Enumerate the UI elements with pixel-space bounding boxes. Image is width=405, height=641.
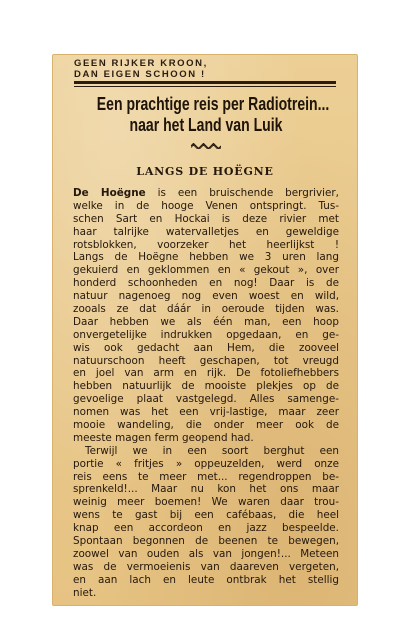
article-line: Terwijl we in een soort berghut een: [85, 444, 339, 457]
article-line: zoowel van ouden als van jongen!... Meteen: [73, 547, 339, 560]
article-line: hebben natuurlijk de mooiste plekjes op de: [73, 380, 339, 393]
article-line: weinig meer boemen! We waren daar trou-: [73, 496, 339, 509]
article-line: honderd schoonheden en nog! Daar is de: [73, 277, 339, 290]
article-line: en aan lach en leute ontbrak het stellig: [73, 573, 339, 586]
article-line: schen Sart en Hockai is deze rivier met: [73, 212, 339, 225]
article-line: Langs de Hoëgne hebben we 3 uren lang: [73, 251, 339, 264]
article-line: portie « fritjes » oppeuzelden, werd onze: [73, 457, 339, 470]
article-line: welke in de hooge Venen ontspringt. Tus-: [73, 199, 339, 212]
article-line: wis ook gedacht aan Hem, die zooveel: [73, 341, 339, 354]
article-body: [73, 187, 339, 600]
article-line: en joel van arm en rijk. De fotoliefhebbers: [73, 367, 339, 380]
article-line: [73, 187, 339, 200]
article-line: Daar hebben we als één man, een hoop: [73, 315, 339, 328]
article-line: sprenkeld!... Maar nu kon het ons maar: [73, 483, 339, 496]
article-line-text: is een bruischende bergrivier,: [145, 187, 339, 199]
article-line: was de vermoeienis van daareven vergeten,: [73, 560, 339, 573]
article-line: reis eens te meer met... regendroppen be-: [73, 470, 339, 483]
article-line: gevoelige plaat vastgelegd. Alles samenge-: [73, 393, 339, 406]
kicker-line-1: GEEN RIJKER KROON,: [74, 58, 208, 69]
section-title: LANGS DE HOËGNE: [136, 165, 274, 178]
wave-ornament-icon: [191, 143, 221, 149]
article-line: natuur nagenoeg nog even woest en wild,: [73, 290, 339, 303]
headline-line-1: Een prachtige reis per Radiotrein...: [96, 94, 330, 114]
article-line: gekuierd en geklommen en « gekout », over: [73, 264, 339, 277]
headline-line-2: naar het Land van Luik: [129, 115, 283, 135]
lead-words: De Hoëgne: [73, 187, 146, 199]
article-line: meeste magen ferm geopend had.: [73, 431, 254, 444]
article-line: nomen was het een vrij-lastige, maar zeer: [73, 406, 339, 419]
article-line: natuurschoon heeft geschapen, tot vreugd: [73, 354, 339, 367]
article-line: knap een accordeon en jazz bespeelde.: [73, 522, 339, 535]
thin-rule: [74, 86, 336, 87]
article-line: Spontaan begonnen de beenen te bewegen,: [73, 535, 339, 548]
article-line: mooie wandeling, die onder meer ook de: [73, 419, 339, 432]
article-line: rotsblokken, voorzeker het heerlijkst !: [73, 238, 339, 251]
newspaper-clipping: [52, 54, 358, 606]
article-line: onvergetelijke indrukken opgedaan, en ge-: [73, 328, 339, 341]
article-line: wens te gast bij een cafébaas, die heel: [73, 509, 339, 522]
article-line: zooals ze dat dáár in oeroude tijden was.: [73, 303, 339, 316]
article-line: niet.: [73, 586, 97, 599]
article-line: haar talrijke watervalletjes en geweldige: [73, 225, 339, 238]
kicker-line-2: DAN EIGEN SCHOON !: [74, 69, 206, 80]
thick-rule: [74, 81, 336, 84]
